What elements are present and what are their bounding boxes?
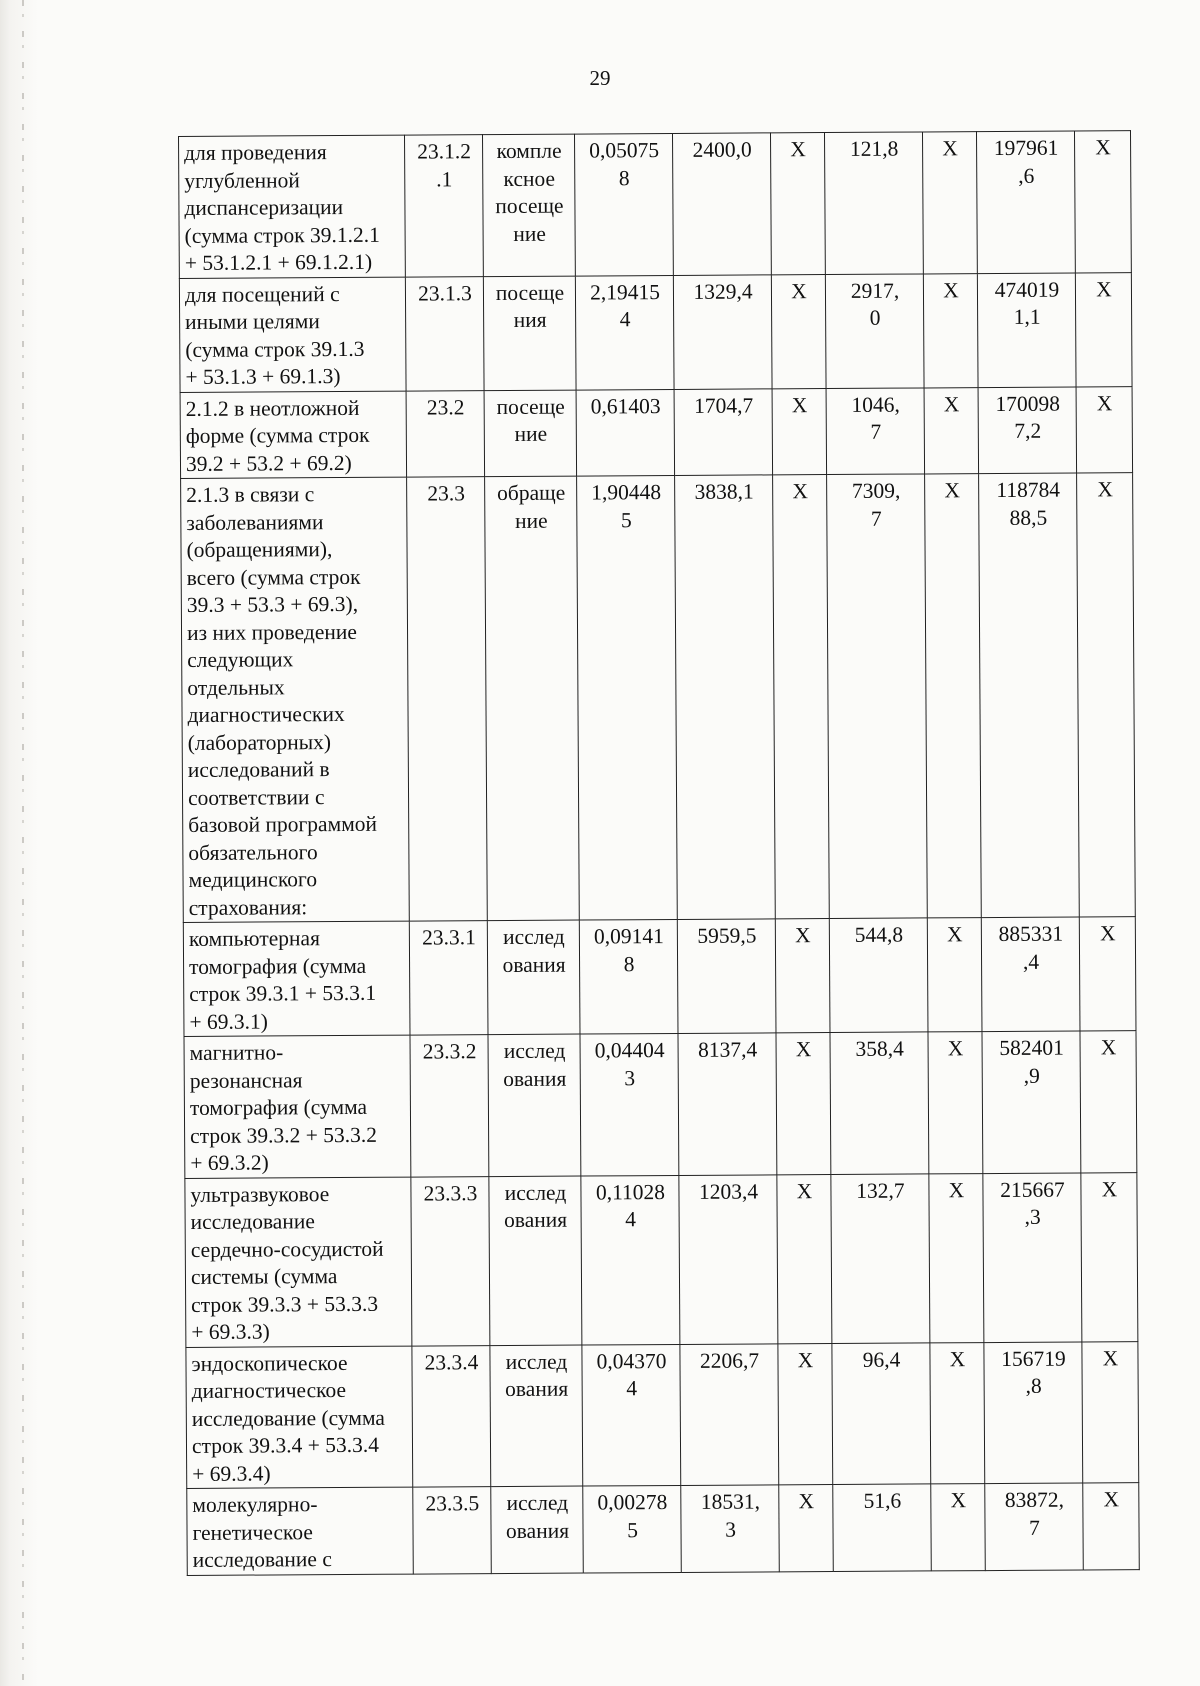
x-mark-cell: Х [772, 388, 827, 475]
row-name-text: всего (сумма строк [186, 564, 361, 590]
row-name-text: форме (сумма строк [185, 422, 370, 448]
unit-of-measure-text: ования [505, 1376, 569, 1402]
row-code-cell [413, 1487, 492, 1574]
volume-norm-text: 3 [624, 1065, 636, 1090]
x-mark-cell: Х [1081, 1172, 1138, 1341]
unit-of-measure-text: ние [514, 421, 548, 446]
unit-of-measure-cell [488, 1034, 581, 1176]
table-row [185, 1172, 1138, 1347]
x-mark-cell: Х [923, 273, 978, 387]
unit-of-measure-cell [482, 134, 575, 276]
per-capita-value-cell [827, 474, 928, 919]
row-code-text: 23.3.3 [423, 1180, 478, 1206]
cost-norm-cell [680, 1343, 779, 1485]
x-mark-cell: Х [927, 918, 982, 1032]
per-capita-value-text: 51,6 [863, 1488, 902, 1513]
row-name-text: диагностических [187, 701, 345, 727]
unit-of-measure-text: ксное [503, 166, 556, 191]
volume-norm-text: 0,05075 [589, 138, 660, 163]
x-mark-cell: Х [1077, 473, 1136, 917]
x-mark-cell: Х [931, 1484, 986, 1571]
row-name-text: заболеваниями [186, 509, 324, 535]
x-mark-cell: Х [1082, 1341, 1139, 1483]
row-code-text: 23.3.1 [421, 925, 476, 950]
x-mark-cell: Х [1079, 917, 1136, 1031]
row-name-text: исследование с [192, 1547, 332, 1572]
row-name-text: строк 39.3.4 + 53.3.4 [191, 1432, 379, 1458]
row-code-text: 23.1.2 [417, 139, 472, 164]
row-name-text: + 69.3.2) [190, 1150, 269, 1175]
volume-norm-cell [577, 475, 678, 920]
row-name-text: томография (сумма [188, 953, 367, 979]
volume-norm-text: 5 [620, 507, 632, 532]
table-body [179, 131, 1140, 1575]
row-name-text: соответствии с [187, 784, 325, 810]
total-cost-text: 474019 [994, 277, 1060, 302]
x-mark-cell: Х [930, 1342, 985, 1484]
cost-norm-cell [673, 274, 772, 389]
row-name-text: 2.1.3 в связи с [186, 482, 315, 507]
x-mark-cell: Х [922, 132, 977, 274]
x-mark-cell: Х [1083, 1483, 1140, 1570]
table-row [179, 272, 1132, 392]
per-capita-value-text: 7 [870, 506, 882, 531]
x-mark-cell: Х [928, 1032, 983, 1174]
per-capita-value-text: 121,8 [849, 136, 899, 161]
per-capita-value-text: 96,4 [862, 1347, 901, 1372]
total-cost-text: 156719 [1001, 1346, 1066, 1371]
row-name-text: + 53.1.3 + 69.1.3) [185, 364, 341, 389]
unit-of-measure-text: компле [496, 138, 562, 164]
row-code-cell [407, 477, 488, 921]
row-code-text: 23.3.2 [422, 1039, 477, 1064]
row-name-cell [181, 477, 410, 922]
total-cost-text: 118784 [996, 477, 1061, 503]
per-capita-value-text: 7309, [851, 478, 901, 503]
cost-norm-cell [678, 1033, 777, 1175]
row-name-cell [184, 1035, 411, 1178]
x-mark-cell: Х [776, 1033, 831, 1175]
row-code-text: .1 [436, 166, 453, 191]
unit-of-measure-text: исслед [503, 924, 565, 950]
table-row [187, 1483, 1140, 1575]
cost-norm-text: 3838,1 [694, 479, 754, 504]
volume-norm-text: 8 [623, 951, 635, 976]
total-cost-cell [976, 131, 1075, 273]
row-name-text: углубленной [184, 167, 300, 193]
row-name-text: (лабораторных) [187, 729, 332, 755]
volume-norm-text: 0,09141 [593, 924, 664, 949]
row-name-text: исследование [190, 1209, 315, 1234]
row-code-cell [404, 135, 483, 277]
per-capita-value-text: 0 [869, 305, 881, 330]
row-code-cell [409, 921, 488, 1035]
total-cost-text: 885331 [998, 921, 1064, 947]
x-mark-cell: Х [924, 387, 979, 474]
row-name-text: для посещений с [184, 281, 340, 307]
row-name-text: иными целями [185, 309, 320, 334]
per-capita-value-text: 7 [870, 419, 882, 444]
table-row [183, 917, 1136, 1037]
row-name-text: сердечно-сосудистой [190, 1236, 384, 1262]
volume-norm-cell [579, 919, 678, 1034]
total-cost-cell [978, 387, 1077, 474]
cost-norm-text: 8137,4 [697, 1037, 758, 1062]
per-capita-value-text: 2917, [850, 278, 900, 303]
row-name-text: (обращениями), [186, 537, 333, 562]
data-table [178, 130, 1140, 1575]
x-mark-cell: Х [1080, 1031, 1137, 1173]
per-capita-value-text: 544,8 [854, 922, 904, 947]
row-code-cell [410, 1035, 489, 1177]
total-cost-text: 83872, [1004, 1487, 1064, 1512]
row-name-text: системы (сумма [190, 1264, 338, 1289]
cost-norm-text: 5959,5 [697, 923, 757, 948]
total-cost-cell [982, 1031, 1081, 1173]
total-cost-text: ,6 [1018, 163, 1035, 188]
table-row [179, 131, 1132, 278]
row-name-text: исследование (сумма [191, 1405, 386, 1431]
x-mark-cell: Х [925, 474, 982, 918]
cost-norm-text: 1704,7 [694, 392, 754, 418]
volume-norm-text: 0,11028 [595, 1179, 666, 1204]
total-cost-cell [977, 273, 1076, 388]
per-capita-value-cell [831, 1173, 930, 1343]
unit-of-measure-text: исслед [506, 1490, 569, 1516]
total-cost-text: 1,1 [1013, 304, 1041, 329]
row-code-text: 23.1.3 [418, 280, 472, 306]
row-code-text: 23.3.4 [424, 1349, 479, 1375]
x-mark-cell: Х [770, 133, 825, 275]
page-number: 29 [589, 66, 611, 90]
row-name-text: исследований в [187, 757, 330, 782]
row-name-text: из них проведение [186, 619, 357, 645]
table-row [181, 473, 1136, 923]
cost-norm-text: 18531, [700, 1489, 760, 1514]
x-mark-cell: Х [929, 1173, 984, 1342]
row-name-cell [186, 1346, 413, 1489]
x-mark-cell: Х [777, 1174, 832, 1343]
row-name-text: + 69.3.4) [192, 1460, 271, 1486]
unit-of-measure-cell [483, 276, 576, 391]
total-cost-cell [983, 1173, 1082, 1343]
unit-of-measure-cell [487, 920, 580, 1035]
cost-norm-text: 2206,7 [699, 1347, 760, 1373]
row-code-cell [411, 1176, 490, 1345]
unit-of-measure-text: обраще [497, 480, 566, 506]
row-name-text: диагностическое [191, 1377, 347, 1403]
row-name-cell [179, 135, 406, 278]
unit-of-measure-text: посеще [496, 394, 565, 419]
volume-norm-text: 2,19415 [589, 279, 660, 304]
per-capita-value-text: 1046, [851, 392, 900, 417]
row-name-text: эндоскопическое [191, 1350, 348, 1376]
x-mark-cell: Х [1074, 131, 1131, 273]
total-cost-text: 7,2 [1014, 418, 1042, 443]
volume-norm-text: 4 [619, 307, 631, 332]
total-cost-cell [979, 473, 1080, 918]
volume-norm-text: 4 [625, 1207, 637, 1232]
unit-of-measure-cell [484, 390, 577, 477]
volume-norm-text: 5 [627, 1517, 638, 1542]
table-row [184, 1031, 1137, 1178]
row-name-text: следующих [187, 647, 294, 672]
row-name-cell [180, 391, 407, 479]
row-code-text: 23.3.5 [425, 1491, 480, 1516]
row-name-text: + 53.1.2.1 + 69.1.2.1) [184, 249, 373, 275]
row-code-text: 23.3 [427, 481, 466, 506]
x-mark-cell: Х [778, 1343, 833, 1485]
row-code-cell [405, 276, 484, 390]
cost-norm-cell [677, 919, 776, 1034]
per-capita-value-cell [833, 1484, 932, 1571]
row-name-text: молекулярно- [192, 1492, 318, 1517]
row-name-text: для проведения [184, 140, 327, 165]
cost-norm-cell [681, 1485, 780, 1572]
volume-norm-text: 0,04404 [594, 1038, 665, 1063]
row-name-text: диспансеризации [184, 194, 344, 220]
row-name-text: 39.3 + 53.3 + 69.3), [186, 591, 359, 617]
volume-norm-cell [580, 1033, 679, 1175]
row-name-cell [185, 1177, 412, 1347]
cost-norm-cell [675, 475, 776, 920]
total-cost-text: 7 [1029, 1515, 1040, 1540]
unit-of-measure-text: ования [505, 1518, 570, 1543]
row-name-text: томография (сумма [189, 1094, 368, 1120]
unit-of-measure-text: ования [504, 1207, 568, 1233]
unit-of-measure-text: ования [503, 1066, 567, 1091]
total-cost-text: 215667 [1000, 1177, 1065, 1202]
total-cost-text: ,3 [1024, 1204, 1041, 1229]
total-cost-text: 582401 [999, 1035, 1064, 1060]
scan-edge-shadow [0, 0, 38, 1686]
total-cost-text: ,9 [1023, 1063, 1040, 1088]
cost-norm-text: 1203,4 [698, 1178, 759, 1204]
unit-of-measure-cell [491, 1486, 584, 1573]
total-cost-text: 170098 [995, 391, 1060, 416]
x-mark-cell: Х [1076, 386, 1133, 473]
row-name-text: + 69.3.3) [191, 1319, 270, 1344]
row-name-cell [183, 921, 410, 1036]
row-name-text: ультразвуковое [190, 1181, 330, 1207]
row-name-text: страхования: [188, 894, 308, 920]
per-capita-value-text: 132,7 [856, 1178, 905, 1203]
x-mark-cell: Х [775, 919, 830, 1033]
row-name-text: строк 39.3.1 + 53.3.1 [189, 980, 377, 1006]
unit-of-measure-text: ние [515, 508, 548, 533]
row-name-text: + 69.3.1) [189, 1008, 268, 1034]
per-capita-value-cell [830, 1032, 929, 1174]
total-cost-cell [985, 1483, 1084, 1570]
per-capita-value-cell [826, 387, 925, 474]
total-cost-text: ,8 [1025, 1373, 1042, 1398]
total-cost-text: 88,5 [1009, 505, 1048, 530]
row-name-text: резонансная [189, 1067, 303, 1093]
volume-norm-cell [582, 1344, 681, 1486]
per-capita-value-text: 358,4 [855, 1036, 904, 1061]
row-name-text: медицинского [188, 867, 318, 892]
row-code-cell [406, 390, 485, 477]
unit-of-measure-text: посеще [495, 193, 564, 219]
volume-norm-text: 0,61403 [590, 393, 661, 418]
per-capita-value-cell [832, 1342, 931, 1484]
cost-norm-text: 3 [725, 1517, 736, 1542]
cost-norm-cell [674, 388, 773, 475]
unit-of-measure-text: посеще [495, 280, 565, 305]
unit-of-measure-cell [485, 476, 580, 921]
volume-norm-cell [583, 1485, 682, 1572]
cost-norm-cell [679, 1174, 778, 1344]
unit-of-measure-cell [490, 1345, 583, 1487]
volume-norm-cell [574, 133, 673, 275]
volume-norm-cell [576, 389, 675, 476]
row-name-text: магнитно- [189, 1040, 284, 1065]
volume-norm-text: 0,00278 [597, 1490, 668, 1515]
unit-of-measure-text: ния [513, 307, 547, 332]
cost-norm-cell [672, 133, 771, 275]
row-code-cell [412, 1345, 491, 1487]
cost-norm-text: 1329,4 [693, 278, 753, 304]
x-mark-cell: Х [779, 1485, 834, 1572]
volume-norm-cell [581, 1175, 680, 1345]
unit-of-measure-text: исслед [505, 1349, 568, 1374]
row-name-text: (сумма строк 39.1.3 [185, 336, 365, 362]
unit-of-measure-text: ования [502, 952, 566, 977]
row-name-text: строк 39.3.2 + 53.3.2 [190, 1122, 378, 1148]
volume-norm-text: 4 [626, 1376, 638, 1401]
cost-norm-text: 2400,0 [692, 137, 752, 162]
row-code-text: 23.2 [426, 394, 465, 419]
volume-norm-text: 1,90448 [591, 480, 662, 505]
unit-of-measure-cell [489, 1176, 582, 1346]
per-capita-value-cell [825, 273, 924, 388]
volume-norm-text: 8 [618, 165, 630, 190]
x-mark-cell: Х [773, 475, 830, 919]
row-name-cell [187, 1487, 414, 1575]
table-row [186, 1341, 1139, 1488]
row-name-text: строк 39.3.3 + 53.3.3 [191, 1291, 379, 1317]
per-capita-value-cell [824, 132, 923, 274]
total-cost-cell [984, 1342, 1083, 1484]
x-mark-cell: Х [1075, 272, 1132, 386]
volume-norm-cell [575, 275, 674, 390]
unit-of-measure-text: исслед [504, 1180, 567, 1205]
row-name-text: базовой программой [188, 811, 378, 837]
table-row [180, 386, 1133, 478]
unit-of-measure-text: исслед [503, 1038, 566, 1064]
total-cost-text: 197961 [993, 135, 1059, 161]
x-mark-cell: Х [771, 274, 826, 388]
row-name-text: генетическое [192, 1519, 313, 1545]
row-name-text: (сумма строк 39.1.2.1 [184, 222, 380, 248]
row-name-text: 39.2 + 53.2 + 69.2) [185, 450, 352, 476]
total-cost-cell [981, 917, 1080, 1032]
row-name-text: обязательного [188, 839, 318, 865]
row-name-text: компьютерная [188, 926, 320, 951]
row-name-cell [179, 277, 406, 392]
per-capita-value-cell [829, 918, 928, 1033]
volume-norm-text: 0,04370 [596, 1348, 667, 1373]
row-name-text: 2.1.2 в неотложной [185, 395, 360, 421]
unit-of-measure-text: ние [513, 221, 546, 246]
total-cost-text: ,4 [1022, 949, 1040, 974]
row-name-text: отдельных [187, 674, 285, 700]
